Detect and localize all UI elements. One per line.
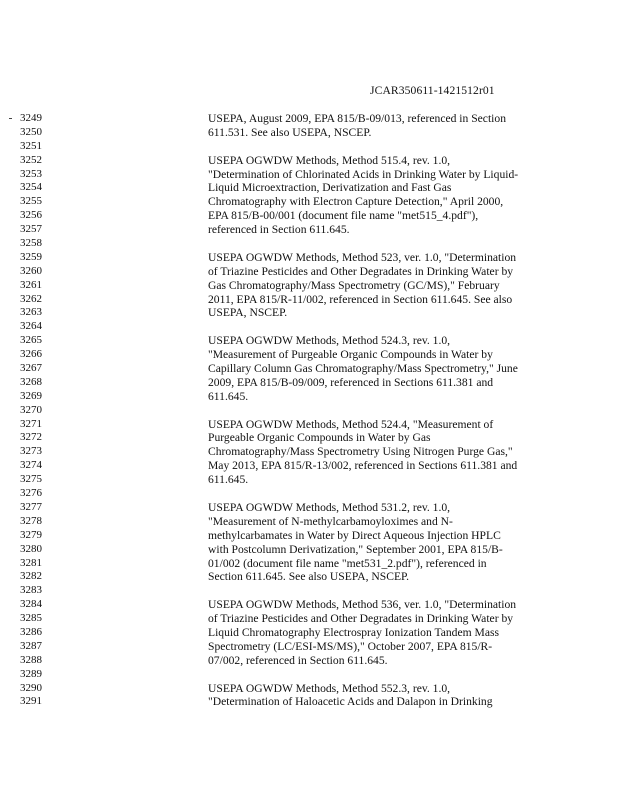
document-line [0,431,618,445]
line-number: 3261 [20,278,42,291]
document-line [0,293,618,307]
line-text: USEPA OGWDW Methods, Method 552.3, rev. 1.0, [208,681,451,695]
line-number: 3265 [20,334,42,347]
line-text: USEPA OGWDW Methods, Method 515.4, rev. 1.0, [208,153,451,167]
document-line [0,459,618,473]
document-line [0,390,618,404]
line-text: USEPA OGWDW Methods, Method 523, ver. 1.0, "Determination [208,250,517,264]
document-line [0,251,618,265]
line-number: 3280 [20,542,42,555]
line-text: Capillary Column Gas Chromatography/Mass Spectrometry," June [208,362,518,376]
document-line [0,181,618,195]
document-line [0,140,618,154]
line-text: 611.531. See also USEPA, NSCEP. [208,125,372,139]
document-line [0,584,618,598]
document-line [0,168,618,182]
document-line [0,334,618,348]
document-line [0,695,618,709]
line-text: USEPA, NSCEP. [208,306,288,320]
document-line [0,126,618,140]
line-number: 3279 [20,528,42,541]
line-text: 2011, EPA 815/R-11/002, referenced in Section 611.645. See also [208,292,513,306]
document-line [0,501,618,515]
line-text: USEPA OGWDW Methods, Method 531.2, rev. 1.0, [208,500,451,514]
line-number: 3278 [20,514,42,527]
document-line [0,570,618,584]
document-line [0,682,618,696]
line-number: 3250 [20,125,42,138]
document-line [0,543,618,557]
document-body [0,112,618,709]
line-text: Spectrometry (LC/ESI-MS/MS)," October 2007, EPA 815/R- [208,639,493,653]
line-number: 3270 [20,403,42,416]
line-text: USEPA OGWDW Methods, Method 524.4, "Measurement of [208,417,494,431]
line-number: 3258 [20,237,42,250]
line-number: 3284 [20,598,42,611]
line-number: 3269 [20,389,42,402]
line-number: 3282 [20,570,42,583]
document-line [0,265,618,279]
line-number: 3287 [20,639,42,652]
line-text: "Measurement of Purgeable Organic Compounds in Water by [208,348,493,362]
document-line [0,279,618,293]
line-text: "Determination of Haloacetic Acids and Dalapon in Drinking [208,695,493,709]
line-number: 3291 [20,695,42,708]
line-text: methylcarbamates in Water by Direct Aqueous Injection HPLC [208,528,501,542]
line-number: 3277 [20,500,42,513]
document-line [0,418,618,432]
document-line [0,473,618,487]
document-line [0,529,618,543]
document-line [0,362,618,376]
line-number: 3252 [20,153,42,166]
line-number: 3286 [20,625,42,638]
document-line [0,376,618,390]
line-number: 3281 [20,556,42,569]
line-number: 3283 [20,584,42,597]
line-text: 07/002, referenced in Section 611.645. [208,653,388,667]
document-line [0,112,618,126]
line-number: 3260 [20,264,42,277]
document-line [0,557,618,571]
line-number: 3290 [20,681,42,694]
line-text: May 2013, EPA 815/R-13/002, referenced in Sections 611.381 and [208,459,518,473]
document-line [0,668,618,682]
line-text: USEPA OGWDW Methods, Method 536, ver. 1.0, "Determination [208,598,517,612]
line-number: 3268 [20,375,42,388]
line-text: "Determination of Chlorinated Acids in Drinking Water by Liquid- [208,167,519,181]
line-text: Purgeable Organic Compounds in Water by Gas [208,431,431,445]
line-text: Section 611.645. See also USEPA, NSCEP. [208,570,410,584]
line-number: 3253 [20,167,42,180]
line-number: 3267 [20,362,42,375]
document-line [0,237,618,251]
line-text: USEPA, August 2009, EPA 815/B-09/013, referenced in Section [208,112,506,125]
line-number: 3264 [20,320,42,333]
document-line [0,598,618,612]
document-id: JCAR350611-1421512r01 [370,84,495,97]
document-line [0,487,618,501]
document-line [0,612,618,626]
line-number: 3288 [20,653,42,666]
line-text: 2009, EPA 815/B-09/009, referenced in Sections 611.381 and [208,375,494,389]
line-text: Liquid Microextraction, Derivatization and Fast Gas [208,181,452,195]
document-line [0,154,618,168]
document-line [0,515,618,529]
line-number: 3249 [20,112,42,124]
document-line [0,209,618,223]
document-line [0,445,618,459]
document-line [0,348,618,362]
line-number: 3285 [20,612,42,625]
line-text: 611.645. [208,473,249,487]
line-number: 3251 [20,139,42,152]
line-number: 3255 [20,195,42,208]
line-number: 3262 [20,292,42,305]
line-text: Gas Chromatography/Mass Spectrometry (GC/MS)," February [208,278,500,292]
document-line [0,626,618,640]
line-number: 3256 [20,209,42,222]
line-number: 3272 [20,431,42,444]
line-text: EPA 815/B-00/001 (document file name "met515_4.pdf"), [208,209,479,223]
line-number: 3273 [20,445,42,458]
document-line [0,306,618,320]
document-line [0,195,618,209]
line-text: 01/002 (document file name "met531_2.pdf"), referenced in [208,556,487,570]
line-number: 3254 [20,181,42,194]
document-line [0,640,618,654]
line-number: 3275 [20,473,42,486]
line-text: Liquid Chromatography Electrospray Ionization Tandem Mass [208,625,500,639]
line-number: 3266 [20,348,42,361]
line-number: 3274 [20,459,42,472]
document-line [0,404,618,418]
line-text: Chromatography with Electron Capture Detection," April 2000, [208,195,504,209]
line-text: 611.645. [208,389,249,403]
line-number: 3259 [20,250,42,263]
line-number: 3263 [20,306,42,319]
line-text: USEPA OGWDW Methods, Method 524.3, rev. 1.0, [208,334,451,348]
line-text: referenced in Section 611.645. [208,223,350,237]
line-number: 3257 [20,223,42,236]
document-line [0,223,618,237]
line-text: Chromatography/Mass Spectrometry Using Nitrogen Purge Gas," [208,445,513,459]
document-line [0,320,618,334]
line-text: with Postcolumn Derivatization," September 2001, EPA 815/B- [208,542,503,556]
line-number: 3289 [20,667,42,680]
line-number: 3276 [20,487,42,500]
line-number: 3271 [20,417,42,430]
line-text: "Measurement of N-methylcarbamoyloximes and N- [208,514,453,528]
line-text: of Triazine Pesticides and Other Degradates in Drinking Water by [208,612,514,626]
document-line [0,654,618,668]
line-text: of Triazine Pesticides and Other Degradates in Drinking Water by [208,264,514,278]
